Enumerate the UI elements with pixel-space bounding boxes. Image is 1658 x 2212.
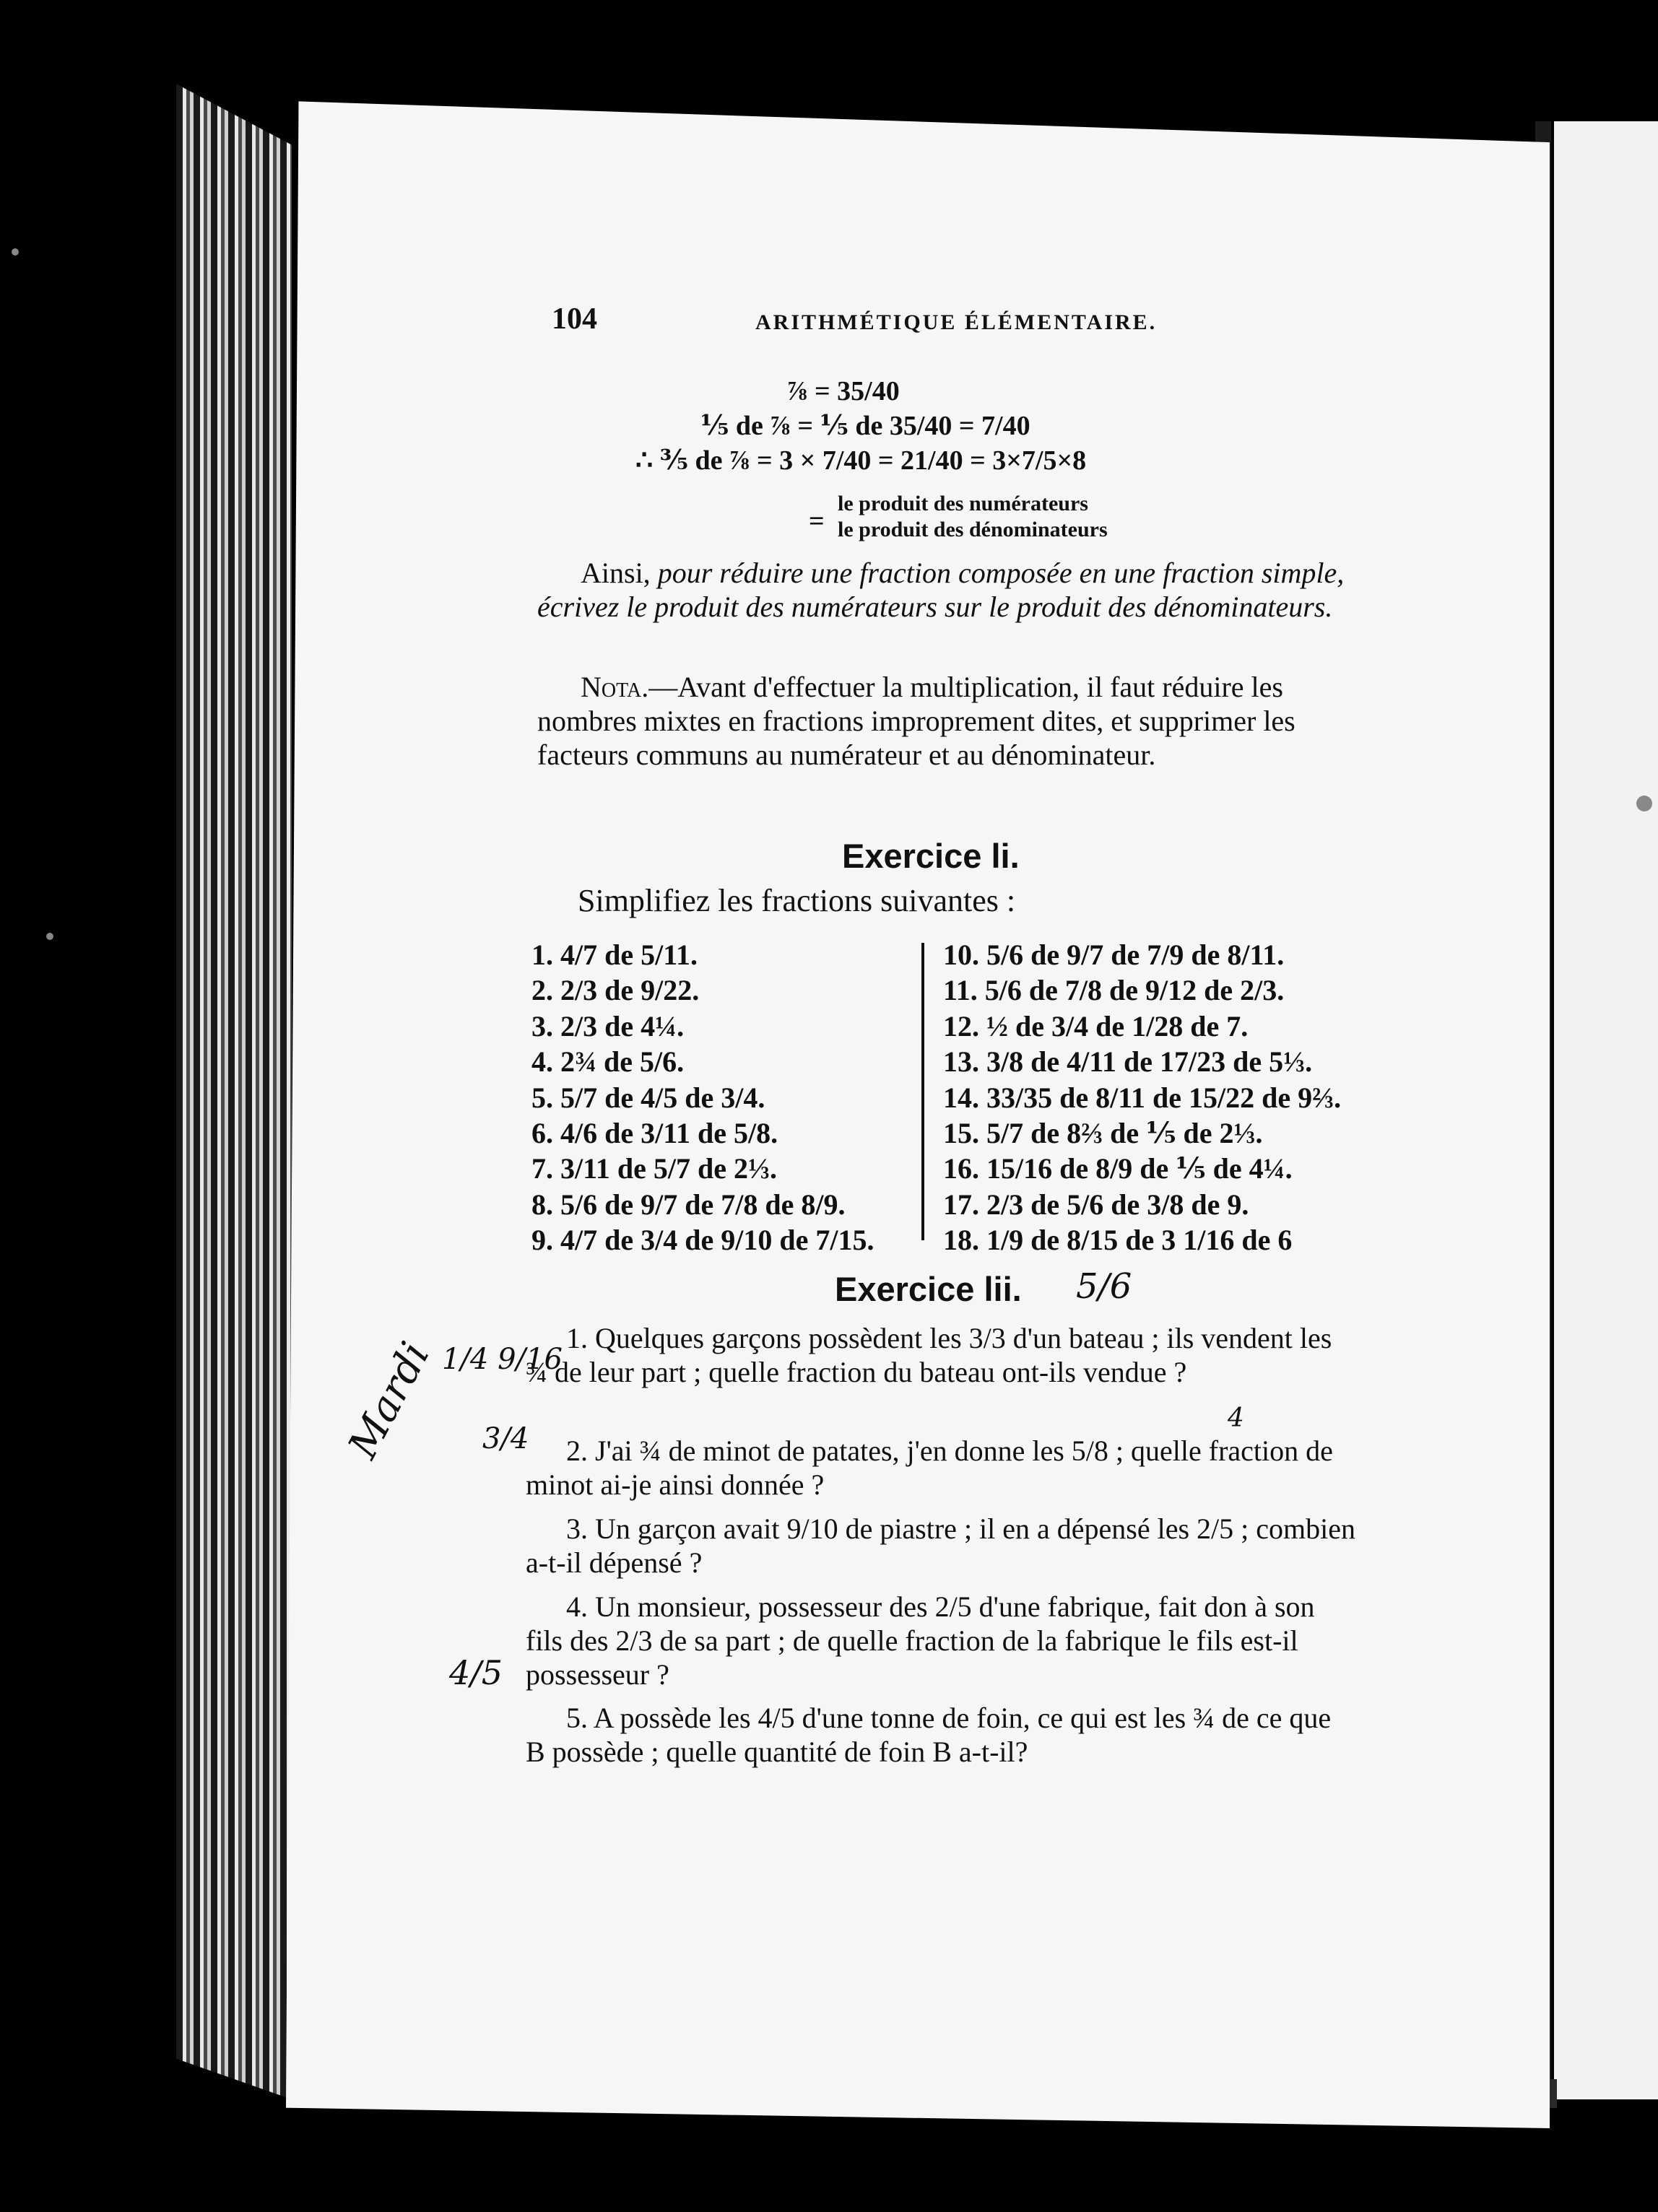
exercise-lii-title: Exercice lii. [835, 1270, 1022, 1308]
rule-paragraph [537, 556, 1368, 624]
worked-example [635, 375, 1285, 556]
exercise-li-left-column [531, 937, 874, 1258]
product-label [838, 491, 1108, 543]
rule-text: pour réduire une fraction composée en une fraction simple, écrivez le produit des numérateurs sur le produit des dénominateurs. [537, 557, 1345, 623]
equals-sign: = [809, 506, 825, 536]
exercise-item: 8. 5/6 de 9/7 de 7/8 de 8/9. [531, 1188, 846, 1221]
handwritten-title-note: 5/6 [1076, 1266, 1132, 1307]
page-number: 104 [552, 302, 597, 336]
exercise-item: 9. 4/7 de 3/4 de 9/10 de 7/15. [531, 1224, 874, 1257]
math-line-1: ⅞ = 35/40 [787, 376, 900, 406]
running-title: ARITHMÉTIQUE ÉLÉMENTAIRE. [755, 310, 1158, 334]
exercise-item: 4. 2¾ de 5/6. [531, 1045, 685, 1079]
exercise-item: 1. 4/7 de 5/11. [531, 939, 698, 971]
word-problem-1: 1. Quelques garçons possèdent les 3/3 d'un bateau ; ils vendent les ¾ de leur part ; quelle fraction du bateau ont-ils vendue ? [526, 1322, 1332, 1388]
scan-speck [12, 248, 19, 256]
word-problem-4: 4. Un monsieur, possesseur des 2/5 d'une fabrique, fait don à son fils des 2/3 de sa part ; de quelle fraction de la fabrique le fils est-il possesseur ? [526, 1590, 1315, 1691]
word-problem-3: 3. Un garçon avait 9/10 de piastre ; il en a dépensé les 2/5 ; combien a-t-il dépensé ? [526, 1512, 1356, 1579]
handwritten-margin-fraction: 4/5 [449, 1653, 503, 1692]
column-divider [921, 943, 924, 1240]
exercise-item: 13. 3/8 de 4/11 de 17/23 de 5⅓. [943, 1045, 1313, 1079]
scan-speck [46, 933, 53, 940]
label-numerators: le produit des numérateurs [838, 492, 1088, 515]
exercise-item: 2. 2/3 de 9/22. [531, 974, 700, 1007]
exercise-li-instruction: Simplifiez les fractions suivantes : [578, 883, 1016, 918]
exercise-item: 15. 5/7 de 8⅔ de ⅕ de 2⅓. [943, 1116, 1263, 1149]
page-header [552, 302, 1418, 352]
nota-text: —Avant d'effectuer la multiplication, il faut réduire les nombres mixtes en fractions improprement dites, et supprimer les facteurs communs au numérateur et au dénominateur. [537, 671, 1295, 771]
exercise-item: 16. 15/16 de 8/9 de ⅕ de 4¼. [943, 1152, 1293, 1185]
exercise-item: 6. 4/6 de 3/11 de 5/8. [531, 1116, 778, 1149]
exercise-item: 11. 5/6 de 7/8 de 9/12 de 2/3. [943, 974, 1285, 1007]
book-page-edges [176, 64, 292, 2099]
facing-page [1554, 121, 1658, 2099]
exercise-li-right-column [943, 937, 1341, 1258]
handwritten-margin-fraction: 3/4 [482, 1422, 529, 1455]
exercise-item: 10. 5/6 de 9/7 de 7/9 de 8/11. [943, 939, 1285, 971]
handwritten-correction: 4 [1228, 1403, 1244, 1433]
nota-label: Nota. [581, 671, 649, 703]
rule-lead: Ainsi, [581, 557, 658, 589]
label-denominators: le produit des dénominateurs [838, 518, 1108, 541]
exercise-item: 7. 3/11 de 5/7 de 2⅓. [531, 1152, 778, 1185]
exercise-item: 5. 5/7 de 4/5 de 3/4. [531, 1081, 765, 1114]
handwritten-margin-word: Mardi [339, 1334, 439, 1466]
exercise-item: 18. 1/9 de 8/15 de 3 1/16 de 6 [943, 1224, 1293, 1257]
exercise-item: 12. ½ de 3/4 de 1/28 de 7. [943, 1009, 1249, 1042]
exercise-item: 3. 2/3 de 4¼. [531, 1009, 685, 1042]
math-line-3: ∴ ⅗ de ⅞ = 3 × 7/40 = 21/40 = 3×7/5×8 [635, 445, 1087, 476]
exercise-li-title: Exercice li. [842, 837, 1020, 875]
scan-speck [1636, 796, 1652, 811]
exercise-item: 14. 33/35 de 8/11 de 15/22 de 9⅔. [943, 1081, 1342, 1114]
handwritten-margin-fraction: 1/4 9/16 [442, 1343, 563, 1376]
exercise-item: 17. 2/3 de 5/6 de 3/8 de 9. [943, 1188, 1249, 1221]
nota-paragraph [537, 670, 1368, 772]
word-problem-2: 2. J'ai ¾ de minot de patates, j'en donne les 5/8 ; quelle fraction de minot ai-je ainsi donnée ? [526, 1434, 1333, 1501]
math-line-2: ⅕ de ⅞ = ⅕ de 35/40 = 7/40 [700, 411, 1030, 441]
word-problem-5: 5. A possède les 4/5 d'une tonne de foin, ce qui est les ¾ de ce que B possède ; quelle quantité de foin B a-t-il? [526, 1702, 1332, 1768]
